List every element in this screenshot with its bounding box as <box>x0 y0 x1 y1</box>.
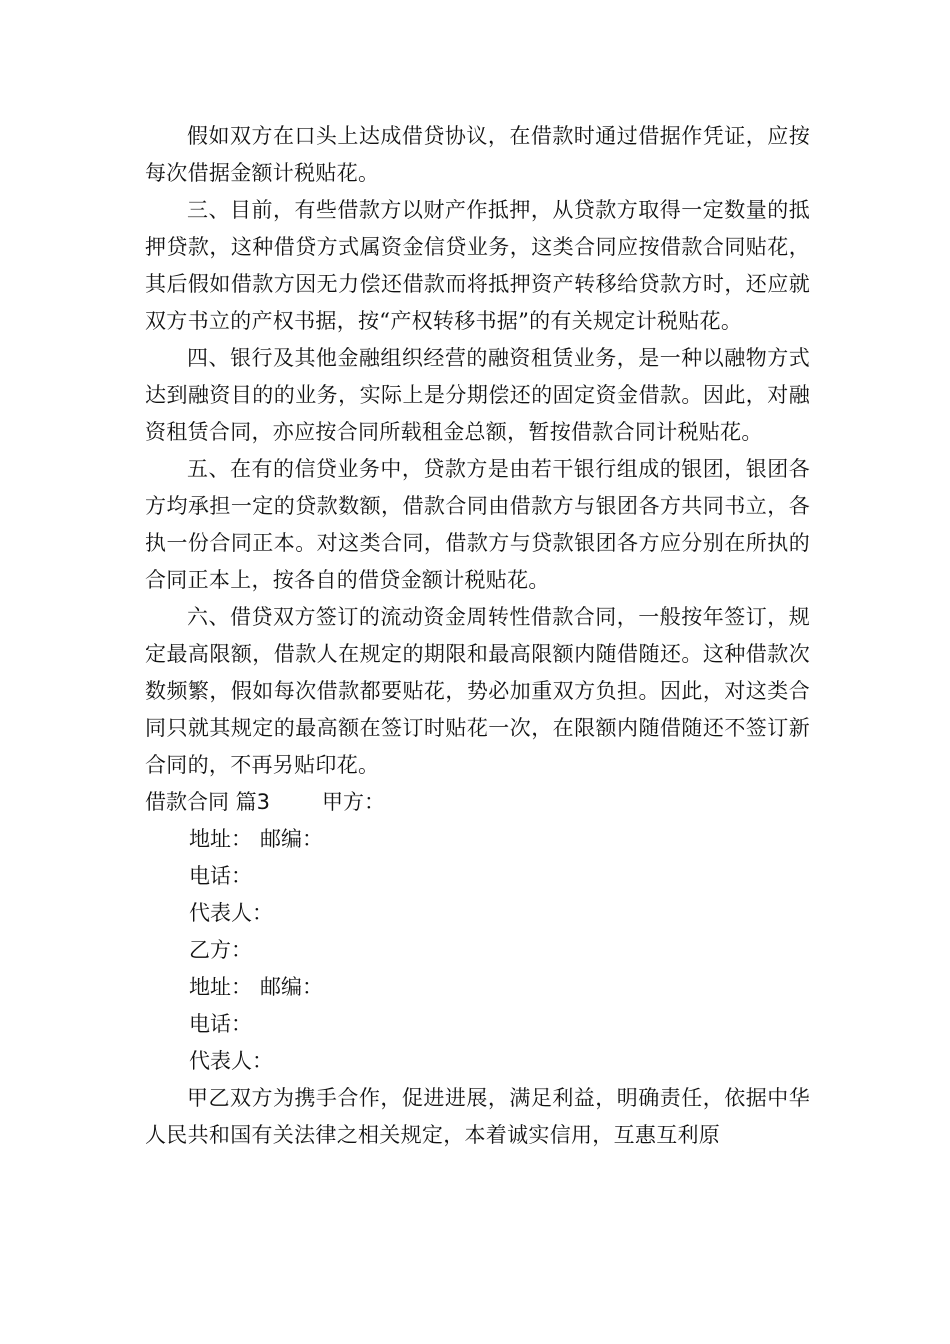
document-page <box>145 118 810 1154</box>
paragraph-item-3: 三、目前，有些借款方以财产作抵押，从贷款方取得一定数量的抵押贷款，这种借贷方式属资金信贷业务，这类合同应按借款合同贴花，其后假如借款方因无力偿还借款而将抵押资产转移给贷款方时，还应就双方书立的产权书据，按“产权转移书据”的有关规定计税贴花。 <box>145 198 810 333</box>
party-b-phone-label: 电话： <box>189 1012 252 1036</box>
paragraph-item-5: 五、在有的信贷业务中，贷款方是由若干银行组成的银团，银团各方均承担一定的贷款数额，借款合同由借款方与银团各方共同书立，各执一份合同正本。对这类合同，借款方与贷款银团各方应分别在所执的合同正本上，按各自的借贷金额计税贴花。 <box>145 457 810 592</box>
party-a-phone-label: 电话： <box>189 864 252 888</box>
party-b-postcode-label: 邮编： <box>260 975 323 999</box>
party-b-label: 乙方： <box>189 938 252 962</box>
party-b-address-label: 地址： <box>189 975 252 999</box>
paragraph-stamp-duty-oral: 假如双方在口头上达成借贷协议，在借款时通过借据作凭证，应按每次借据金额计税贴花。 <box>145 124 810 185</box>
party-a-postcode-label: 邮编： <box>260 827 323 851</box>
closing-paragraph: 甲乙双方为携手合作，促进进展，满足利益，明确责任，依据中华人民共和国有关法律之相关规定，本着诚实信用，互惠互利原 <box>145 1086 810 1147</box>
party-a-phone-line <box>145 858 810 895</box>
section-title: 借款合同 篇3 <box>145 790 271 814</box>
paragraph-item-6: 六、借贷双方签订的流动资金周转性借款合同，一般按年签订，规定最高限额，借款人在规定的期限和最高限额内随借随还。这种借款次数频繁，假如每次借款都要贴花，势必加重双方负担。因此，对这类合同只就其规定的最高额在签订时贴花一次，在限额内随借随还不签订新合同的，不再另贴印花。 <box>145 605 810 777</box>
party-a-representative-line <box>145 895 810 932</box>
party-b-representative-line <box>145 1043 810 1080</box>
party-b-line <box>145 932 810 969</box>
party-a-address-line <box>145 821 810 858</box>
party-b-phone-line <box>145 1006 810 1043</box>
party-a-address-label: 地址： <box>189 827 252 851</box>
section-heading <box>145 784 810 821</box>
party-a-label: 甲方： <box>322 790 386 814</box>
party-b-address-line <box>145 969 810 1006</box>
party-b-representative-label: 代表人： <box>189 1049 273 1073</box>
party-a-representative-label: 代表人： <box>189 901 273 925</box>
paragraph-item-4: 四、银行及其他金融组织经营的融资租赁业务，是一种以融物方式达到融资目的的业务，实际上是分期偿还的固定资金借款。因此，对融资租赁合同，亦应按合同所载租金总额，暂按借款合同计税贴花。 <box>145 346 810 444</box>
